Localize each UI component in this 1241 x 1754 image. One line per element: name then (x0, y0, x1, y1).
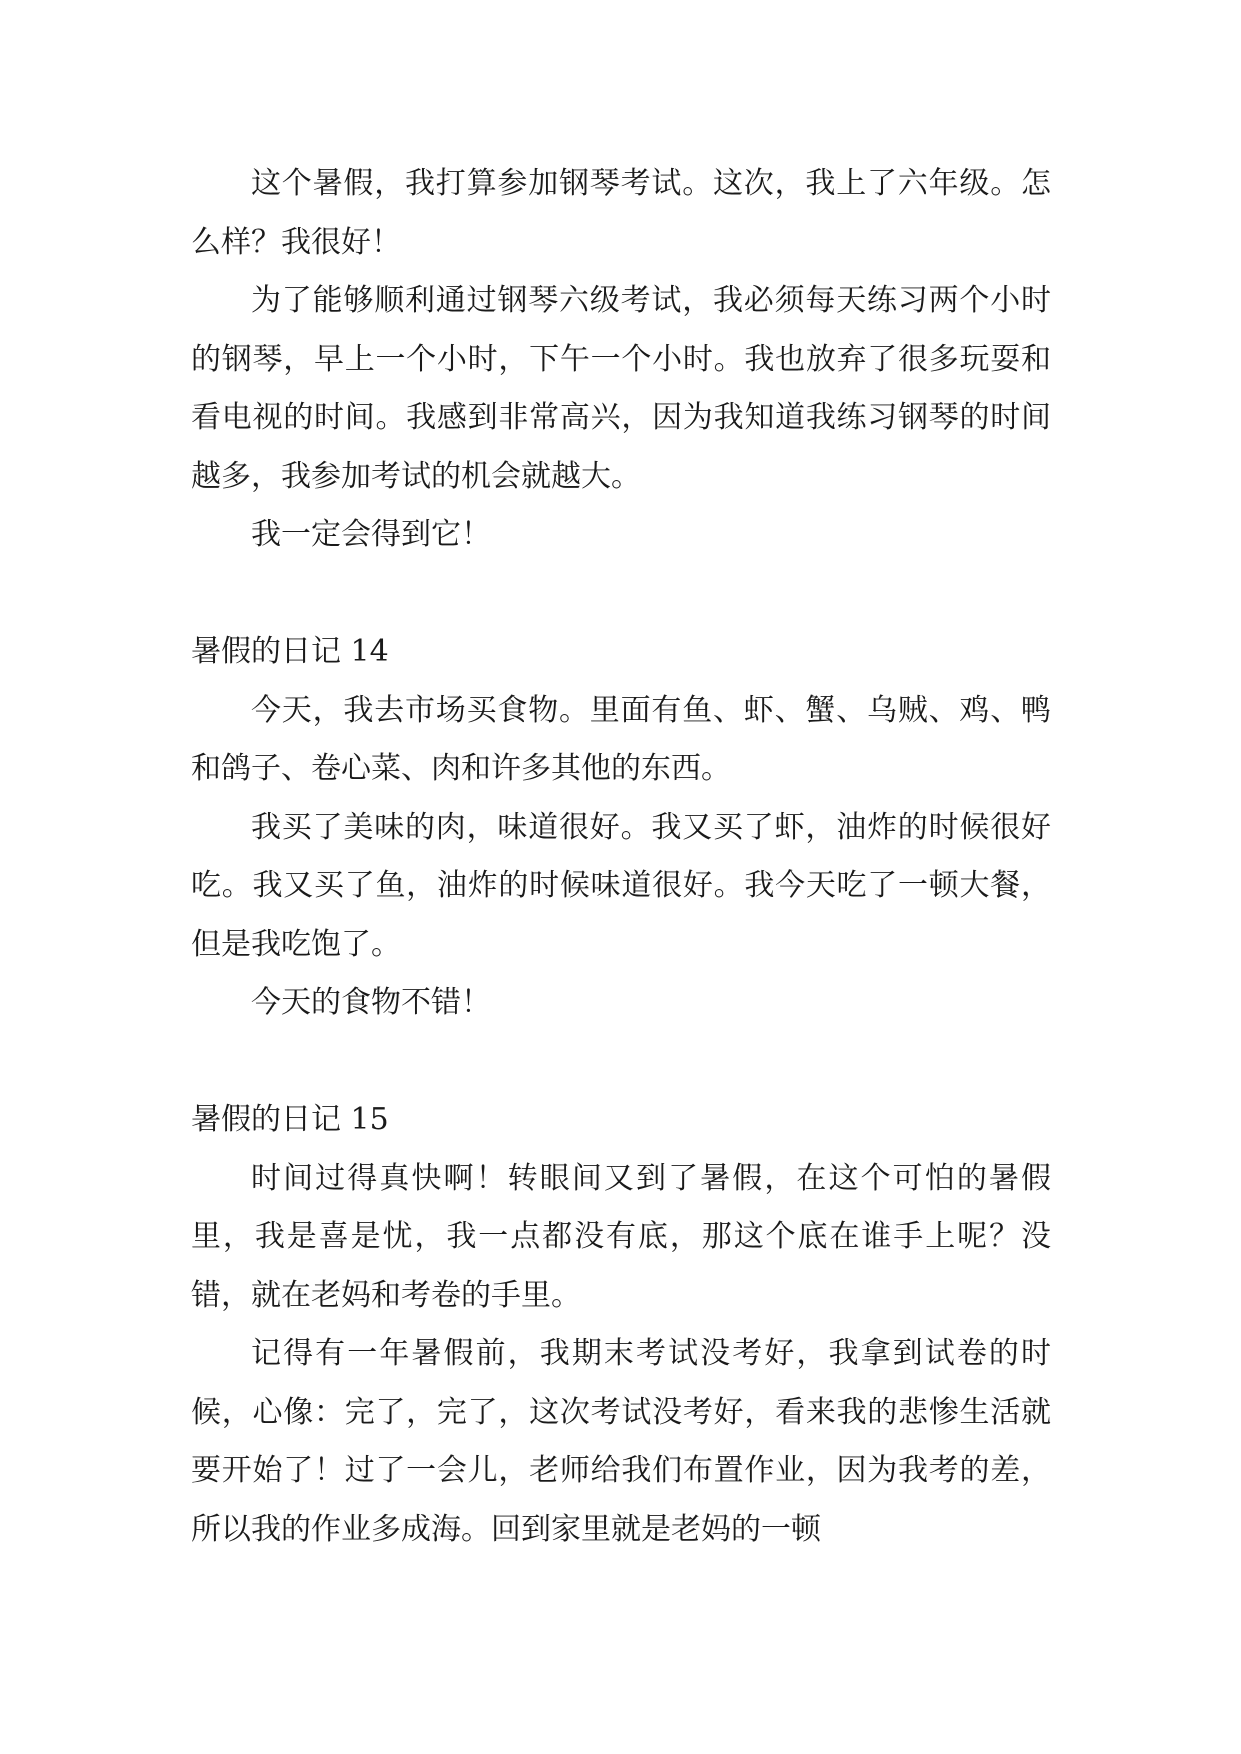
section-heading: 暑假的日记 14 (191, 634, 389, 669)
section-gap (191, 1033, 1051, 1092)
paragraph: 我一定会得到它！ (251, 517, 491, 552)
paragraph: 记得有一年暑假前，我期末考试没考好，我拿到试卷的时候，心像：完了，完了，这次考试没考好，看来我的悲惨生活就要开始了！过了一会儿，老师给我们布置作业，因为我考的差，所以我的作业多成海。回到家里就是老妈的一顿 (191, 1336, 1051, 1547)
section-heading: 暑假的日记 15 (191, 1102, 389, 1137)
section-gap (191, 565, 1051, 624)
paragraph: 我买了美味的肉，味道很好。我又买了虾，油炸的时候很好吃。我又买了鱼，油炸的时候味道很好。我今天吃了一顿大餐，但是我吃饱了。 (191, 809, 1051, 962)
paragraph: 这个暑假，我打算参加钢琴考试。这次，我上了六年级。怎么样？我很好！ (191, 166, 1051, 260)
paragraph: 今天的食物不错！ (251, 985, 491, 1020)
paragraph: 时间过得真快啊！转眼间又到了暑假，在这个可怕的暑假里，我是喜是忧，我一点都没有底，那这个底在谁手上呢？没错，就在老妈和考卷的手里。 (191, 1160, 1051, 1313)
paragraph: 为了能够顺利通过钢琴六级考试，我必须每天练习两个小时的钢琴，早上一个小时，下午一个小时。我也放弃了很多玩耍和看电视的时间。我感到非常高兴，因为我知道我练习钢琴的时间越多，我参加考试的机会就越大。 (191, 283, 1051, 494)
document-body (191, 155, 1051, 1559)
paragraph: 今天，我去市场买食物。里面有鱼、虾、蟹、乌贼、鸡、鸭和鸽子、卷心菜、肉和许多其他的东西。 (191, 692, 1051, 786)
